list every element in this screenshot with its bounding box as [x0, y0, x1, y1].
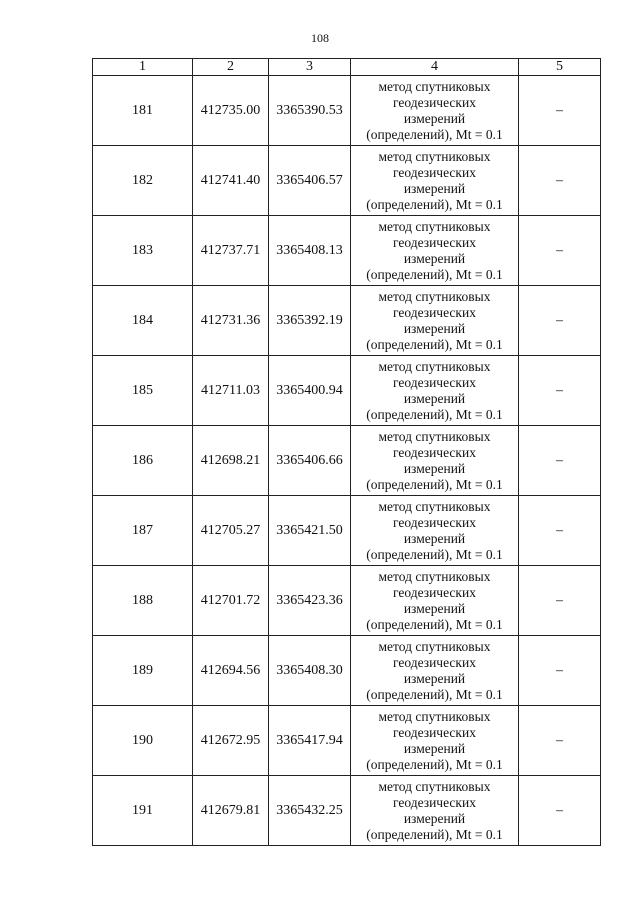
table-body [93, 76, 601, 846]
method-line: геодезических [393, 374, 476, 390]
method-line: геодезических [393, 164, 476, 180]
method-line: метод спутниковых [378, 288, 491, 304]
point-number-cell: 190 [93, 706, 193, 776]
table-row [93, 76, 601, 146]
method-line: (определений), Mt = 0.1 [366, 616, 503, 632]
y-coordinate-cell: 3365423.36 [269, 566, 351, 636]
y-coordinate-cell: 3365408.30 [269, 636, 351, 706]
method-line: метод спутниковых [378, 78, 491, 94]
table-header-row [93, 59, 601, 76]
method-cell [351, 706, 519, 776]
method-line: измерений [403, 250, 466, 266]
note-cell: – [519, 426, 601, 496]
point-number-cell: 191 [93, 776, 193, 846]
y-coordinate-cell: 3365406.57 [269, 146, 351, 216]
method-line: метод спутниковых [378, 428, 491, 444]
note-cell: – [519, 146, 601, 216]
method-cell [351, 776, 519, 846]
y-coordinate-cell: 3365400.94 [269, 356, 351, 426]
table-row [93, 286, 601, 356]
table-row [93, 496, 601, 566]
method-line: метод спутниковых [378, 148, 491, 164]
header-col-3: 3 [269, 59, 351, 76]
method-line: измерений [403, 740, 466, 756]
method-line: измерений [403, 810, 466, 826]
method-cell [351, 76, 519, 146]
note-cell: – [519, 636, 601, 706]
method-line: геодезических [393, 304, 476, 320]
note-cell: – [519, 706, 601, 776]
method-cell [351, 636, 519, 706]
table-row [93, 146, 601, 216]
method-line: геодезических [393, 94, 476, 110]
method-cell [351, 356, 519, 426]
x-coordinate-cell: 412711.03 [193, 356, 269, 426]
point-number-cell: 185 [93, 356, 193, 426]
coordinates-table [92, 58, 601, 846]
method-line: геодезических [393, 794, 476, 810]
method-line: (определений), Mt = 0.1 [366, 126, 503, 142]
header-col-2: 2 [193, 59, 269, 76]
method-line: (определений), Mt = 0.1 [366, 686, 503, 702]
header-col-5: 5 [519, 59, 601, 76]
method-line: метод спутниковых [378, 638, 491, 654]
note-cell: – [519, 356, 601, 426]
note-cell: – [519, 566, 601, 636]
method-line: (определений), Mt = 0.1 [366, 406, 503, 422]
method-line: (определений), Mt = 0.1 [366, 336, 503, 352]
method-cell [351, 496, 519, 566]
method-cell [351, 286, 519, 356]
note-cell: – [519, 76, 601, 146]
table-row [93, 636, 601, 706]
method-line: геодезических [393, 724, 476, 740]
method-line: метод спутниковых [378, 778, 491, 794]
point-number-cell: 186 [93, 426, 193, 496]
method-cell [351, 146, 519, 216]
table-row [93, 776, 601, 846]
method-line: геодезических [393, 654, 476, 670]
y-coordinate-cell: 3365408.13 [269, 216, 351, 286]
note-cell: – [519, 216, 601, 286]
point-number-cell: 188 [93, 566, 193, 636]
y-coordinate-cell: 3365390.53 [269, 76, 351, 146]
method-line: геодезических [393, 514, 476, 530]
x-coordinate-cell: 412694.56 [193, 636, 269, 706]
method-cell [351, 566, 519, 636]
x-coordinate-cell: 412737.71 [193, 216, 269, 286]
method-line: измерений [403, 600, 466, 616]
table-row [93, 706, 601, 776]
method-line: (определений), Mt = 0.1 [366, 826, 503, 842]
x-coordinate-cell: 412698.21 [193, 426, 269, 496]
x-coordinate-cell: 412701.72 [193, 566, 269, 636]
point-number-cell: 189 [93, 636, 193, 706]
x-coordinate-cell: 412679.81 [193, 776, 269, 846]
method-line: измерений [403, 320, 466, 336]
method-line: метод спутниковых [378, 358, 491, 374]
table-row [93, 356, 601, 426]
x-coordinate-cell: 412735.00 [193, 76, 269, 146]
table-row [93, 566, 601, 636]
table-row [93, 426, 601, 496]
y-coordinate-cell: 3365432.25 [269, 776, 351, 846]
method-line: (определений), Mt = 0.1 [366, 756, 503, 772]
method-line: измерений [403, 110, 466, 126]
method-line: метод спутниковых [378, 708, 491, 724]
note-cell: – [519, 286, 601, 356]
page-number: 108 [311, 31, 329, 45]
method-line: геодезических [393, 584, 476, 600]
point-number-cell: 182 [93, 146, 193, 216]
x-coordinate-cell: 412731.36 [193, 286, 269, 356]
point-number-cell: 184 [93, 286, 193, 356]
method-line: метод спутниковых [378, 218, 491, 234]
method-line: геодезических [393, 444, 476, 460]
point-number-cell: 183 [93, 216, 193, 286]
y-coordinate-cell: 3365421.50 [269, 496, 351, 566]
y-coordinate-cell: 3365417.94 [269, 706, 351, 776]
method-line: измерений [403, 460, 466, 476]
point-number-cell: 181 [93, 76, 193, 146]
y-coordinate-cell: 3365392.19 [269, 286, 351, 356]
header-col-1: 1 [93, 59, 193, 76]
method-line: измерений [403, 390, 466, 406]
method-line: измерений [403, 670, 466, 686]
note-cell: – [519, 776, 601, 846]
method-line: (определений), Mt = 0.1 [366, 266, 503, 282]
note-cell: – [519, 496, 601, 566]
method-line: (определений), Mt = 0.1 [366, 476, 503, 492]
x-coordinate-cell: 412672.95 [193, 706, 269, 776]
method-cell [351, 426, 519, 496]
header-col-4: 4 [351, 59, 519, 76]
method-line: метод спутниковых [378, 568, 491, 584]
method-line: (определений), Mt = 0.1 [366, 546, 503, 562]
table-row [93, 216, 601, 286]
method-line: геодезических [393, 234, 476, 250]
method-line: метод спутниковых [378, 498, 491, 514]
x-coordinate-cell: 412705.27 [193, 496, 269, 566]
method-line: измерений [403, 180, 466, 196]
point-number-cell: 187 [93, 496, 193, 566]
method-line: измерений [403, 530, 466, 546]
x-coordinate-cell: 412741.40 [193, 146, 269, 216]
method-cell [351, 216, 519, 286]
method-line: (определений), Mt = 0.1 [366, 196, 503, 212]
y-coordinate-cell: 3365406.66 [269, 426, 351, 496]
